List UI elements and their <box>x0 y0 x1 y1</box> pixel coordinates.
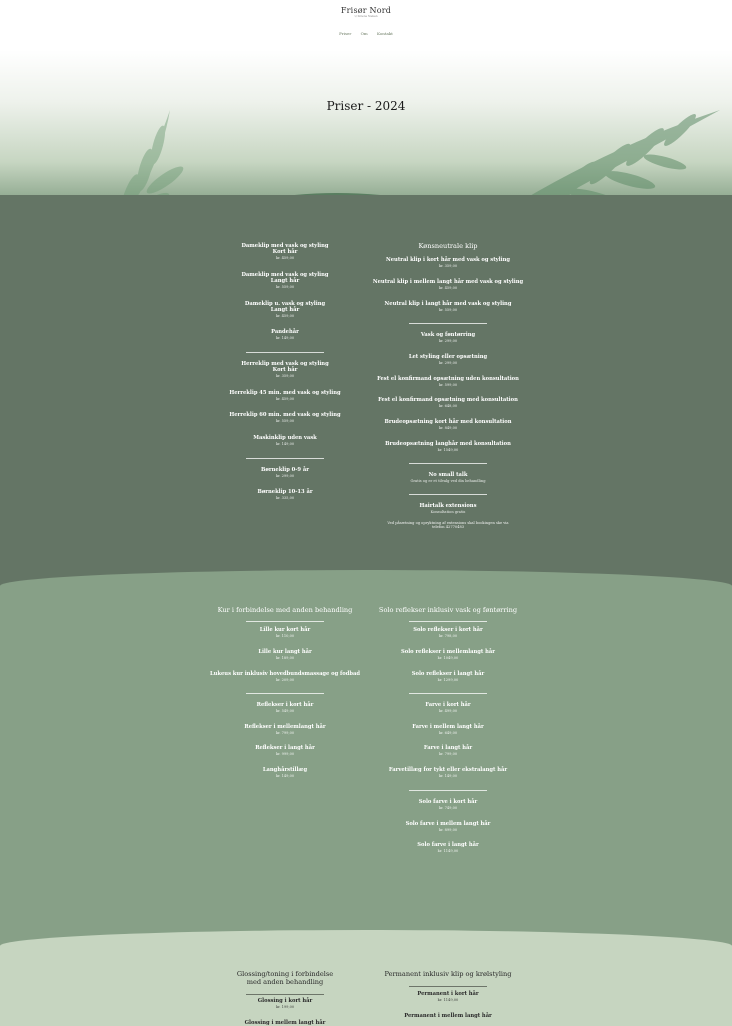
divider <box>409 693 487 694</box>
divider <box>246 693 324 694</box>
price-item: Solo reflekser i mellemlangt hår kr. 1049,00 <box>401 649 495 660</box>
price-item: Permanent i kort hår kr. 1149,00 <box>417 991 479 1002</box>
nav-item-kontakt[interactable]: Kontakt <box>376 31 393 36</box>
divider <box>409 463 487 464</box>
price-item: Neutral klip i mellem langt hår med vask og styling kr. 459,00 <box>372 279 524 290</box>
section-heading: Solo reflekser inklusiv vask og føntørring <box>378 606 518 614</box>
price-item: Neutral klip i kort hår med vask og styling kr. 359,00 <box>386 257 510 268</box>
divider <box>409 323 487 324</box>
price-item: Maskinklip uden vask kr. 149,00 <box>253 435 317 446</box>
price-item: Børneklip 10-13 år kr. 335,00 <box>257 489 313 500</box>
price-item: Farve i mellem langt hår kr. 649,00 <box>412 724 484 735</box>
price-item: Reflekser i langt hår kr. 999,00 <box>255 745 315 756</box>
price-item: Solo farve i kort hår kr. 749,00 <box>418 799 478 810</box>
price-item: Lukeus kur inklusiv hovedbundsmassage og fodbad kr. 209,00 <box>209 671 360 682</box>
price-item: Solo reflekser i kort hår kr. 798,00 <box>413 627 483 638</box>
price-item: Brudeopsætning langhår med konsultation kr. 1549,00 <box>385 441 511 452</box>
price-section-treatments <box>0 570 732 950</box>
price-item: Fest el konfirmand opsætning uden konsultation kr. 599,00 <box>377 376 519 387</box>
price-item: Solo farve i mellem langt hår kr. 899,00 <box>405 821 491 832</box>
site-header <box>0 0 732 50</box>
logo-subtitle: v/ Simone Nielsen <box>354 15 378 18</box>
divider <box>409 621 487 622</box>
divider <box>246 994 324 995</box>
main-nav <box>0 31 732 36</box>
price-item: Farvetillæg for tykt eller ekstralangt hår kr. 149,00 <box>388 767 508 778</box>
price-item: Dameklip u. vask og styling Langt hår kr. 459,00 <box>244 301 326 318</box>
extensions-note: Ved påsætning og opryktning af extensions skal bookingen ske via telefon 42770483 <box>387 521 509 530</box>
page-title: Priser - 2024 <box>326 99 406 113</box>
price-item: Herreklip 45 min. med vask og styling kr. 459,00 <box>229 390 341 401</box>
divider <box>246 458 324 459</box>
section-heading: Kønsneutrale klip <box>418 242 478 250</box>
price-item: Permanent i mellem langt hår <box>404 1013 492 1019</box>
price-item: Herreklip 60 min. med vask og styling kr. 559,00 <box>229 412 341 423</box>
price-item: Herreklip med vask og styling Kort hår kr. 359,00 <box>241 361 329 378</box>
section-heading: Permanent inklusiv klip og krølstyling <box>384 970 512 978</box>
price-section-haircuts <box>0 195 732 615</box>
price-item: Dameklip med vask og styling Kort hår kr. 459,00 <box>241 243 329 260</box>
price-item: Let styling eller opsætning kr. 299,00 <box>408 354 488 365</box>
price-item: Lille kur langt hår kr. 189,00 <box>258 649 312 660</box>
divider <box>246 352 324 353</box>
price-item: Glossing i mellem langt hår <box>244 1020 326 1026</box>
nav-item-om[interactable]: Om <box>360 31 368 36</box>
price-item: Glossing i kort hår kr. 199,00 <box>257 998 313 1009</box>
section-heading: Glossing/toning i forbindelse med anden behandling <box>236 970 334 986</box>
divider <box>409 494 487 495</box>
price-item: Hairtalk extensions Konsultation gratis <box>419 503 477 514</box>
price-item: Vask og føntørring kr. 299,00 <box>420 332 476 343</box>
divider <box>409 790 487 791</box>
price-item: Neutral klip i langt hår med vask og styling kr. 559,00 <box>384 301 512 312</box>
price-item: Farve i kort hår kr. 499,00 <box>425 702 471 713</box>
price-item: Solo farve i langt hår kr. 1149,00 <box>417 842 479 853</box>
price-item: Farve i langt hår kr. 799,00 <box>423 745 473 756</box>
price-item: Fest el konfirmand opsætning med konsultation kr. 648,00 <box>378 397 518 408</box>
logo[interactable]: Frisør Nord <box>340 6 392 15</box>
divider <box>246 621 324 622</box>
price-item: Langhårstillæg kr. 149,00 <box>262 767 308 778</box>
price-item: Reflekser i mellemlangt hår kr. 799,00 <box>244 724 326 735</box>
price-item: Lille kur kort hår kr. 110,00 <box>259 627 311 638</box>
divider <box>409 986 487 987</box>
price-item: Pandehår kr. 149,00 <box>271 329 299 340</box>
price-item: Reflekser i kort hår kr. 549,00 <box>256 702 314 713</box>
price-item: Solo reflekser i langt hår kr. 1299,00 <box>411 671 485 682</box>
price-item: No small talk Gratis og er et tilvalg ved din behandling <box>410 472 486 483</box>
price-item: Børneklip 0-9 år kr. 299,00 <box>261 467 309 478</box>
nav-item-priser[interactable]: Priser <box>339 31 352 36</box>
section-heading: Kur i forbindelse med anden behandling <box>217 606 353 614</box>
price-item: Brudeopsætning kort hår med konsultation kr. 849,00 <box>384 419 512 430</box>
price-item: Dameklip med vask og styling Langt hår kr. 559,00 <box>241 272 329 289</box>
price-section-glossing-perm <box>0 930 732 1024</box>
